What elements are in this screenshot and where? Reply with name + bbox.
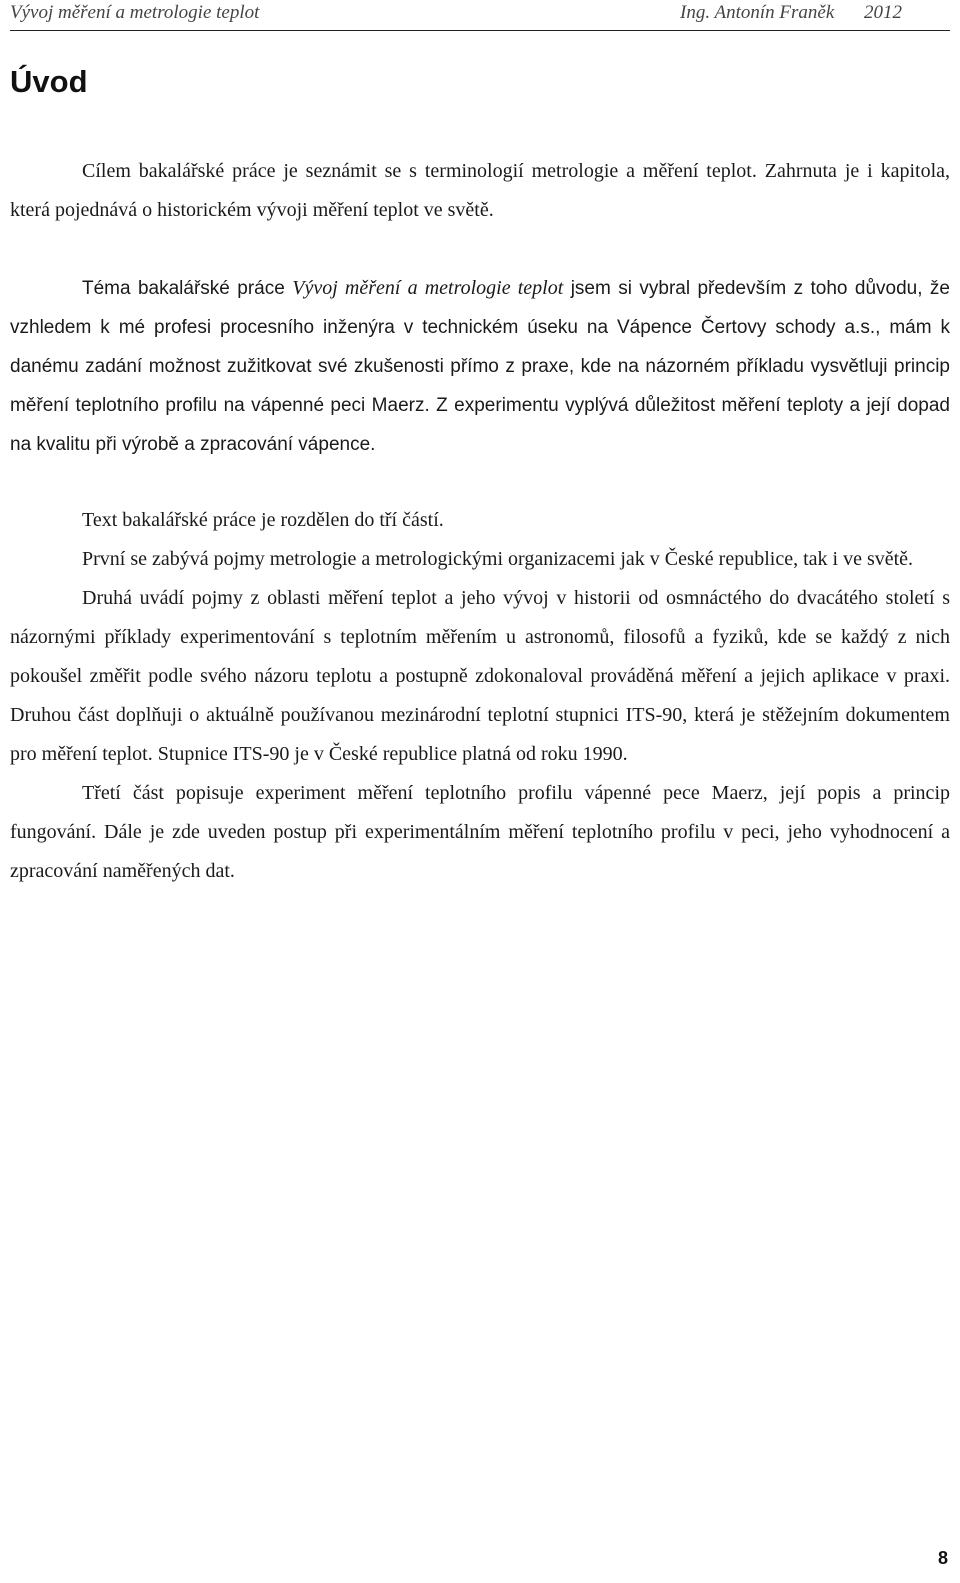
section-heading: Úvod (10, 64, 88, 99)
paragraph-part-one: První se zabývá pojmy metrologie a metrologickými organizacemi jak v České republice, tak i ve světě. (82, 548, 914, 570)
paragraph-topic-rest: jsem si vybral především z toho důvodu, že vzhledem k mé profesi procesního inženýra v technickém úseku na Vápence Čertovy schody a.s., mám k danému zadání možnost zužitkovat své zkušenosti přímo z praxe, kde na názorném příkladu vysvětluji princip měření teplotního profilu na vápenné peci Maerz. Z experimentu vyplývá důležitost měření teploty a její dopad na kvalitu při výrobě a zpracování vápence. (10, 278, 950, 455)
paragraph-topic (10, 269, 950, 464)
paragraph-structure: Text bakalářské práce je rozdělen do tří částí. (82, 509, 444, 531)
header-author: Ing. Antonín Franěk (680, 2, 835, 23)
thesis-title-italic: Vývoj měření a metrologie teplot (292, 277, 564, 299)
running-header (10, 0, 950, 31)
paragraph-aim: Cílem bakalářské práce je seznámit se s terminologií metrologie a měření teplot. Zahrnuta je i kapitola, která pojednává o historickém vývoji měření teplot ve světě. (10, 160, 950, 221)
paragraph-topic-intro: Téma bakalářské práce (82, 278, 293, 299)
paragraph-part-three: Třetí část popisuje experiment měření teplotního profilu vápenné pece Maerz, její popis a princip fungování. Dále je zde uveden postup při experimentálním měření teplotního profilu v peci, jeho vyhodnocení a zpracování naměřených dat. (10, 782, 950, 882)
page-number: 8 (937, 1548, 948, 1568)
header-year: 2012 (864, 2, 902, 23)
header-document-title: Vývoj měření a metrologie teplot (10, 2, 260, 23)
paragraph-part-two: Druhá uvádí pojmy z oblasti měření teplot a jeho vývoj v historii od osmnáctého do dvacátého století s názornými příklady experimentování s teplotním měřením u astronomů, filosofů a fyziků, kde se každý z nich pokoušel změřit podle svého názoru teplotu a postupně zdokonaloval prováděná měření a jejich aplikace v praxi. Druhou část doplňuji o aktuálně používanou mezinárodní teplotní stupnici ITS-90, která je stěžejním dokumentem pro měření teplot. Stupnice ITS-90 je v České republice platná od roku 1990. (10, 587, 950, 765)
body-text (10, 152, 950, 891)
